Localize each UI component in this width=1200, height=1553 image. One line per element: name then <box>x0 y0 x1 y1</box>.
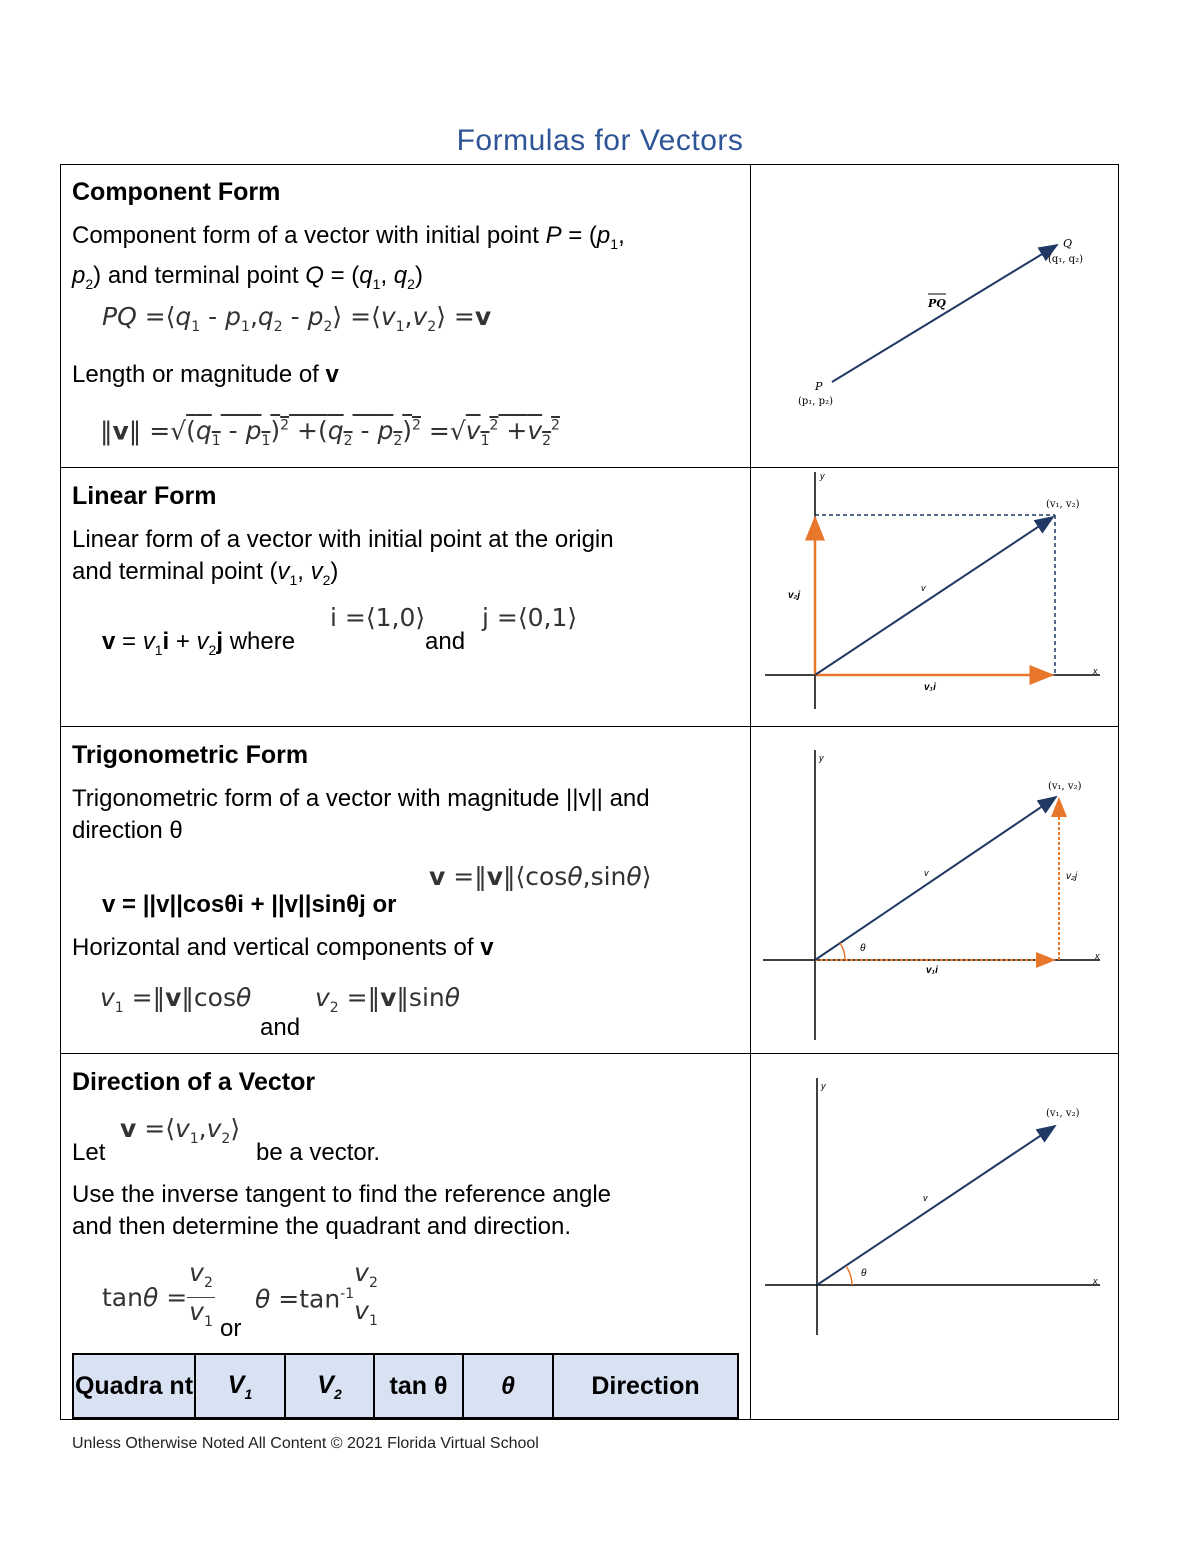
trig-form-section <box>72 739 742 1041</box>
components-label: Horizontal and vertical components of v <box>72 934 494 961</box>
let-text: Let <box>72 1139 106 1166</box>
and-text: and <box>260 1014 301 1041</box>
unit-j-formula: j =⟨0,1⟩ <box>482 603 578 632</box>
y-label: y <box>821 1081 826 1091</box>
row-divider <box>60 1053 1119 1054</box>
tan-formula: $\tan\theta =v_2$ $v_1$ <box>102 1259 215 1336</box>
page-title: Formulas for Vectors <box>456 124 744 157</box>
trig-vector-formula: v =‖v‖⟨cosθ,sinθ⟩ <box>429 862 652 891</box>
magnitude-formula: ‖v‖ $=√(q_1 - p_1)^2 +(q_2 - p_2)^2 =√v_1^2 +v_2^2$ <box>100 416 560 450</box>
figure-direction <box>760 1070 1110 1340</box>
y-label: y <box>820 471 825 481</box>
header-theta: θ <box>463 1354 553 1418</box>
theta-label: θ <box>861 1268 867 1279</box>
header-direction: Direction <box>553 1354 738 1418</box>
label-p-coords: (p₁, p₂) <box>798 396 833 407</box>
or-text: or <box>220 1315 242 1342</box>
v-label: v <box>923 1193 928 1203</box>
section-heading: Linear Form <box>72 482 217 510</box>
v2j-label: v₂j <box>788 590 801 601</box>
header-v1: $V_1$ <box>195 1354 285 1418</box>
x-label: x <box>1095 951 1100 961</box>
header-v2: $V_2$ <box>285 1354 374 1418</box>
v1-formula: $v_1$ =‖v‖cosθ <box>100 983 252 1016</box>
trig-equation: v = ||v||cosθi + ||v||sinθj or <box>102 891 397 918</box>
arctan-formula: $\theta =\tan^{-1}v_2$ $v_1$ <box>255 1258 378 1329</box>
vector-def-formula: $v =⟨v_1,v_2⟩$ <box>120 1114 241 1147</box>
v-label: v <box>921 583 926 593</box>
point-label: (v₁, v₂) <box>1046 1108 1080 1119</box>
section-heading: Component Form <box>72 178 281 206</box>
angle-arc <box>846 1266 852 1285</box>
vector-v-arrow <box>815 517 1053 675</box>
trig-description: Trigonometric form of a vector with magnitude ||v|| and direction θ <box>72 785 650 844</box>
v2-formula: $v_2$ =‖v‖sinθ <box>315 983 461 1016</box>
theta-label: θ <box>860 943 866 954</box>
figure-linear-form <box>760 467 1110 722</box>
unit-i-formula: i =⟨1,0⟩ <box>330 603 426 632</box>
linear-description: Linear form of a vector with initial point at the origin and terminal point ($v_1$, $v_2$) <box>72 526 614 588</box>
length-label: Length or magnitude of v <box>72 361 339 388</box>
direction-description: Use the inverse tangent to find the reference angle and then determine the quadrant and direction. <box>72 1181 612 1240</box>
angle-arc <box>840 943 845 960</box>
label-q-coords: (q₁, q₂) <box>1048 254 1083 265</box>
point-label: (v₁, v₂) <box>1046 499 1080 510</box>
vector-pq-arrow <box>832 245 1057 382</box>
be-vector-text: be a vector. <box>256 1139 381 1166</box>
y-label: y <box>819 753 824 763</box>
footer-copyright: Unless Otherwise Noted All Content © 2021 Florida Virtual School <box>72 1435 539 1452</box>
x-label: x <box>1093 1276 1098 1286</box>
point-label: (v₁, v₂) <box>1048 781 1082 792</box>
direction-section <box>72 1066 742 1342</box>
v1i-label: v₁i <box>924 682 936 693</box>
section-heading: Direction of a Vector <box>72 1068 316 1096</box>
section-heading: Trigonometric Form <box>72 741 309 769</box>
v2j-label: v₂j <box>1066 871 1078 882</box>
row-divider <box>60 726 1119 727</box>
table-row <box>73 1354 738 1418</box>
figure-trig-form <box>760 742 1110 1047</box>
v1i-label: v₁i <box>926 965 938 976</box>
column-divider <box>750 164 751 1420</box>
vector-v-arrow <box>815 797 1056 960</box>
x-label: x <box>1093 666 1098 676</box>
figure-vector-pq <box>760 230 1110 415</box>
label-pq: PQ <box>928 297 946 310</box>
v-label: v <box>924 868 929 878</box>
label-q: Q <box>1063 237 1073 250</box>
label-p: P <box>815 380 823 393</box>
component-description: Component form of a vector with initial point $P = (p_1$, $p_2$) and terminal point $Q = (q_1$, $q_2$) <box>72 222 625 292</box>
quadrant-table <box>72 1353 739 1419</box>
header-quadrant: Quadra nt <box>73 1354 195 1418</box>
component-form-section <box>72 176 742 450</box>
vector-v-arrow <box>817 1126 1055 1285</box>
linear-form-section <box>72 480 742 658</box>
header-tan-theta: tan θ <box>374 1354 463 1418</box>
component-formula: PQ $=⟨q_1 - p_1,q_2$ - $p_2⟩$ $=⟨v_1,v_2⟩ =v$ <box>102 302 492 335</box>
linear-equation: $v = v_1i + v_2j$ where <box>102 628 296 658</box>
and-text: and <box>425 628 466 655</box>
